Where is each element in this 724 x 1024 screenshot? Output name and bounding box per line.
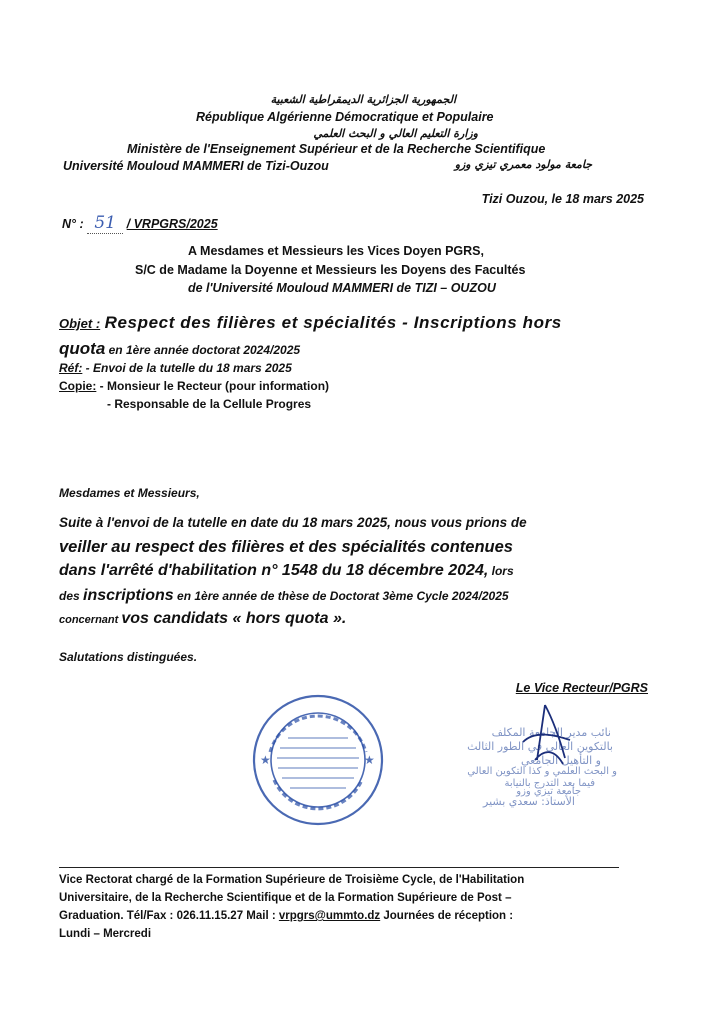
ministry-title: Ministère de l'Enseignement Supérieur et de la Recherche Scientifique <box>127 142 546 156</box>
stamp-text: و البحث العلمي و كذا التكوين العالي <box>467 766 617 777</box>
copy-recipient: - Monsieur le Recteur (pour information) <box>96 379 330 393</box>
closing: Salutations distinguées. <box>59 650 198 664</box>
body-line: Suite à l'envoi de la tutelle en date du 18 mars 2025, nous vous prions de <box>59 515 527 530</box>
copy-label: Copie: <box>59 379 97 393</box>
stamp-text: فيما بعد التدرج بالنيابة <box>504 778 595 789</box>
ref-label: Réf: <box>59 361 83 375</box>
body-small: concernant <box>59 614 122 626</box>
arabic-university: جامعة مولود معمري تيزي وزو <box>454 158 592 171</box>
ref-text: - Envoi de la tutelle du 18 mars 2025 <box>82 361 292 375</box>
object-quota: quota <box>59 339 106 358</box>
stamp-text: و التأهيل الجامعي <box>520 754 601 767</box>
reference-number <box>62 213 218 234</box>
object-title: Respect des filières et spécialités - Inscriptions hors <box>104 313 562 332</box>
object-year: en 1ère année doctorat 2024/2025 <box>105 343 301 357</box>
signature-block <box>395 700 625 810</box>
object-line-2 <box>59 339 300 359</box>
object-line-1 <box>59 313 562 333</box>
stamp-text: الأستاذ: سعدي بشير <box>483 795 575 808</box>
recipient-line: A Mesdames et Messieurs les Vices Doyen PGRS, <box>188 244 484 258</box>
svg-text:★: ★ <box>260 753 271 767</box>
republic-title: République Algérienne Démocratique et Populaire <box>196 110 494 124</box>
footer-reception: Journées de réception : <box>380 910 514 922</box>
body-small: lors <box>488 564 514 578</box>
official-stamp <box>250 692 386 828</box>
salutation: Mesdames et Messieurs, <box>59 486 200 500</box>
reference-prefix: N° : <box>62 217 84 231</box>
footer-line: Vice Rectorat chargé de la Formation Supérieure de Troisième Cycle, de l'Habilitation <box>59 874 525 886</box>
recipient-line: S/C de Madame la Doyenne et Messieurs les Doyens des Facultés <box>135 263 526 277</box>
handwritten-signature-icon <box>395 700 625 810</box>
reference-line <box>59 361 292 375</box>
arabic-republic: الجمهورية الجزائرية الديمقراطية الشعبية <box>270 93 456 106</box>
footer-divider <box>59 867 619 868</box>
inscriptions-word: inscriptions <box>83 587 174 604</box>
object-label: Objet : <box>59 316 101 331</box>
decree-text: dans l'arrêté d'habilitation n° 1548 du 18 décembre 2024, <box>59 562 489 579</box>
email-link[interactable]: vrpgrs@ummto.dz <box>278 910 381 922</box>
body-line: veiller au respect des filières et des spécialités contenues <box>59 538 513 556</box>
arabic-ministry: وزارة التعليم العالي و البحث العلمي <box>313 127 478 140</box>
stamp-seal-icon <box>250 692 386 828</box>
copy-line <box>59 379 329 393</box>
copy-recipient: - Responsable de la Cellule Progres <box>107 397 312 411</box>
footer-line: Lundi – Mercredi <box>59 928 152 940</box>
reference-suffix: / VRPGRS/2025 <box>126 217 218 231</box>
stamp-text: جامعة تيزي وزو <box>516 786 581 797</box>
body-small: des <box>59 589 84 603</box>
place-date: Tizi Ouzou, le 18 mars 2025 <box>481 192 644 206</box>
university-name: Université Mouloud MAMMERI de Tizi-Ouzou <box>63 159 329 173</box>
stamp-text: بالتكوين العالي في الطور الثالث <box>467 740 613 753</box>
body-line <box>59 562 514 580</box>
recipient-line: de l'Université Mouloud MAMMERI de TIZI – OUZOU <box>188 281 496 295</box>
candidates-text: vos candidats « hors quota ». <box>121 610 347 627</box>
stamp-text: نائب مدير الجامعة المكلف <box>491 726 611 739</box>
signatory-title: Le Vice Recteur/PGRS <box>515 681 648 695</box>
svg-text:★: ★ <box>364 753 375 767</box>
handwritten-number: 51 <box>87 213 123 234</box>
body-line <box>59 610 346 628</box>
footer-line <box>59 907 513 925</box>
footer-contact: Graduation. Tél/Fax : 026.11.15.27 Mail : <box>59 910 279 922</box>
footer-line: Universitaire, de la Recherche Scientifique et de la Formation Supérieure de Post – <box>59 892 512 904</box>
body-small: en 1ère année de thèse de Doctorat 3ème Cycle 2024/2025 <box>173 589 509 603</box>
body-line <box>59 587 509 605</box>
